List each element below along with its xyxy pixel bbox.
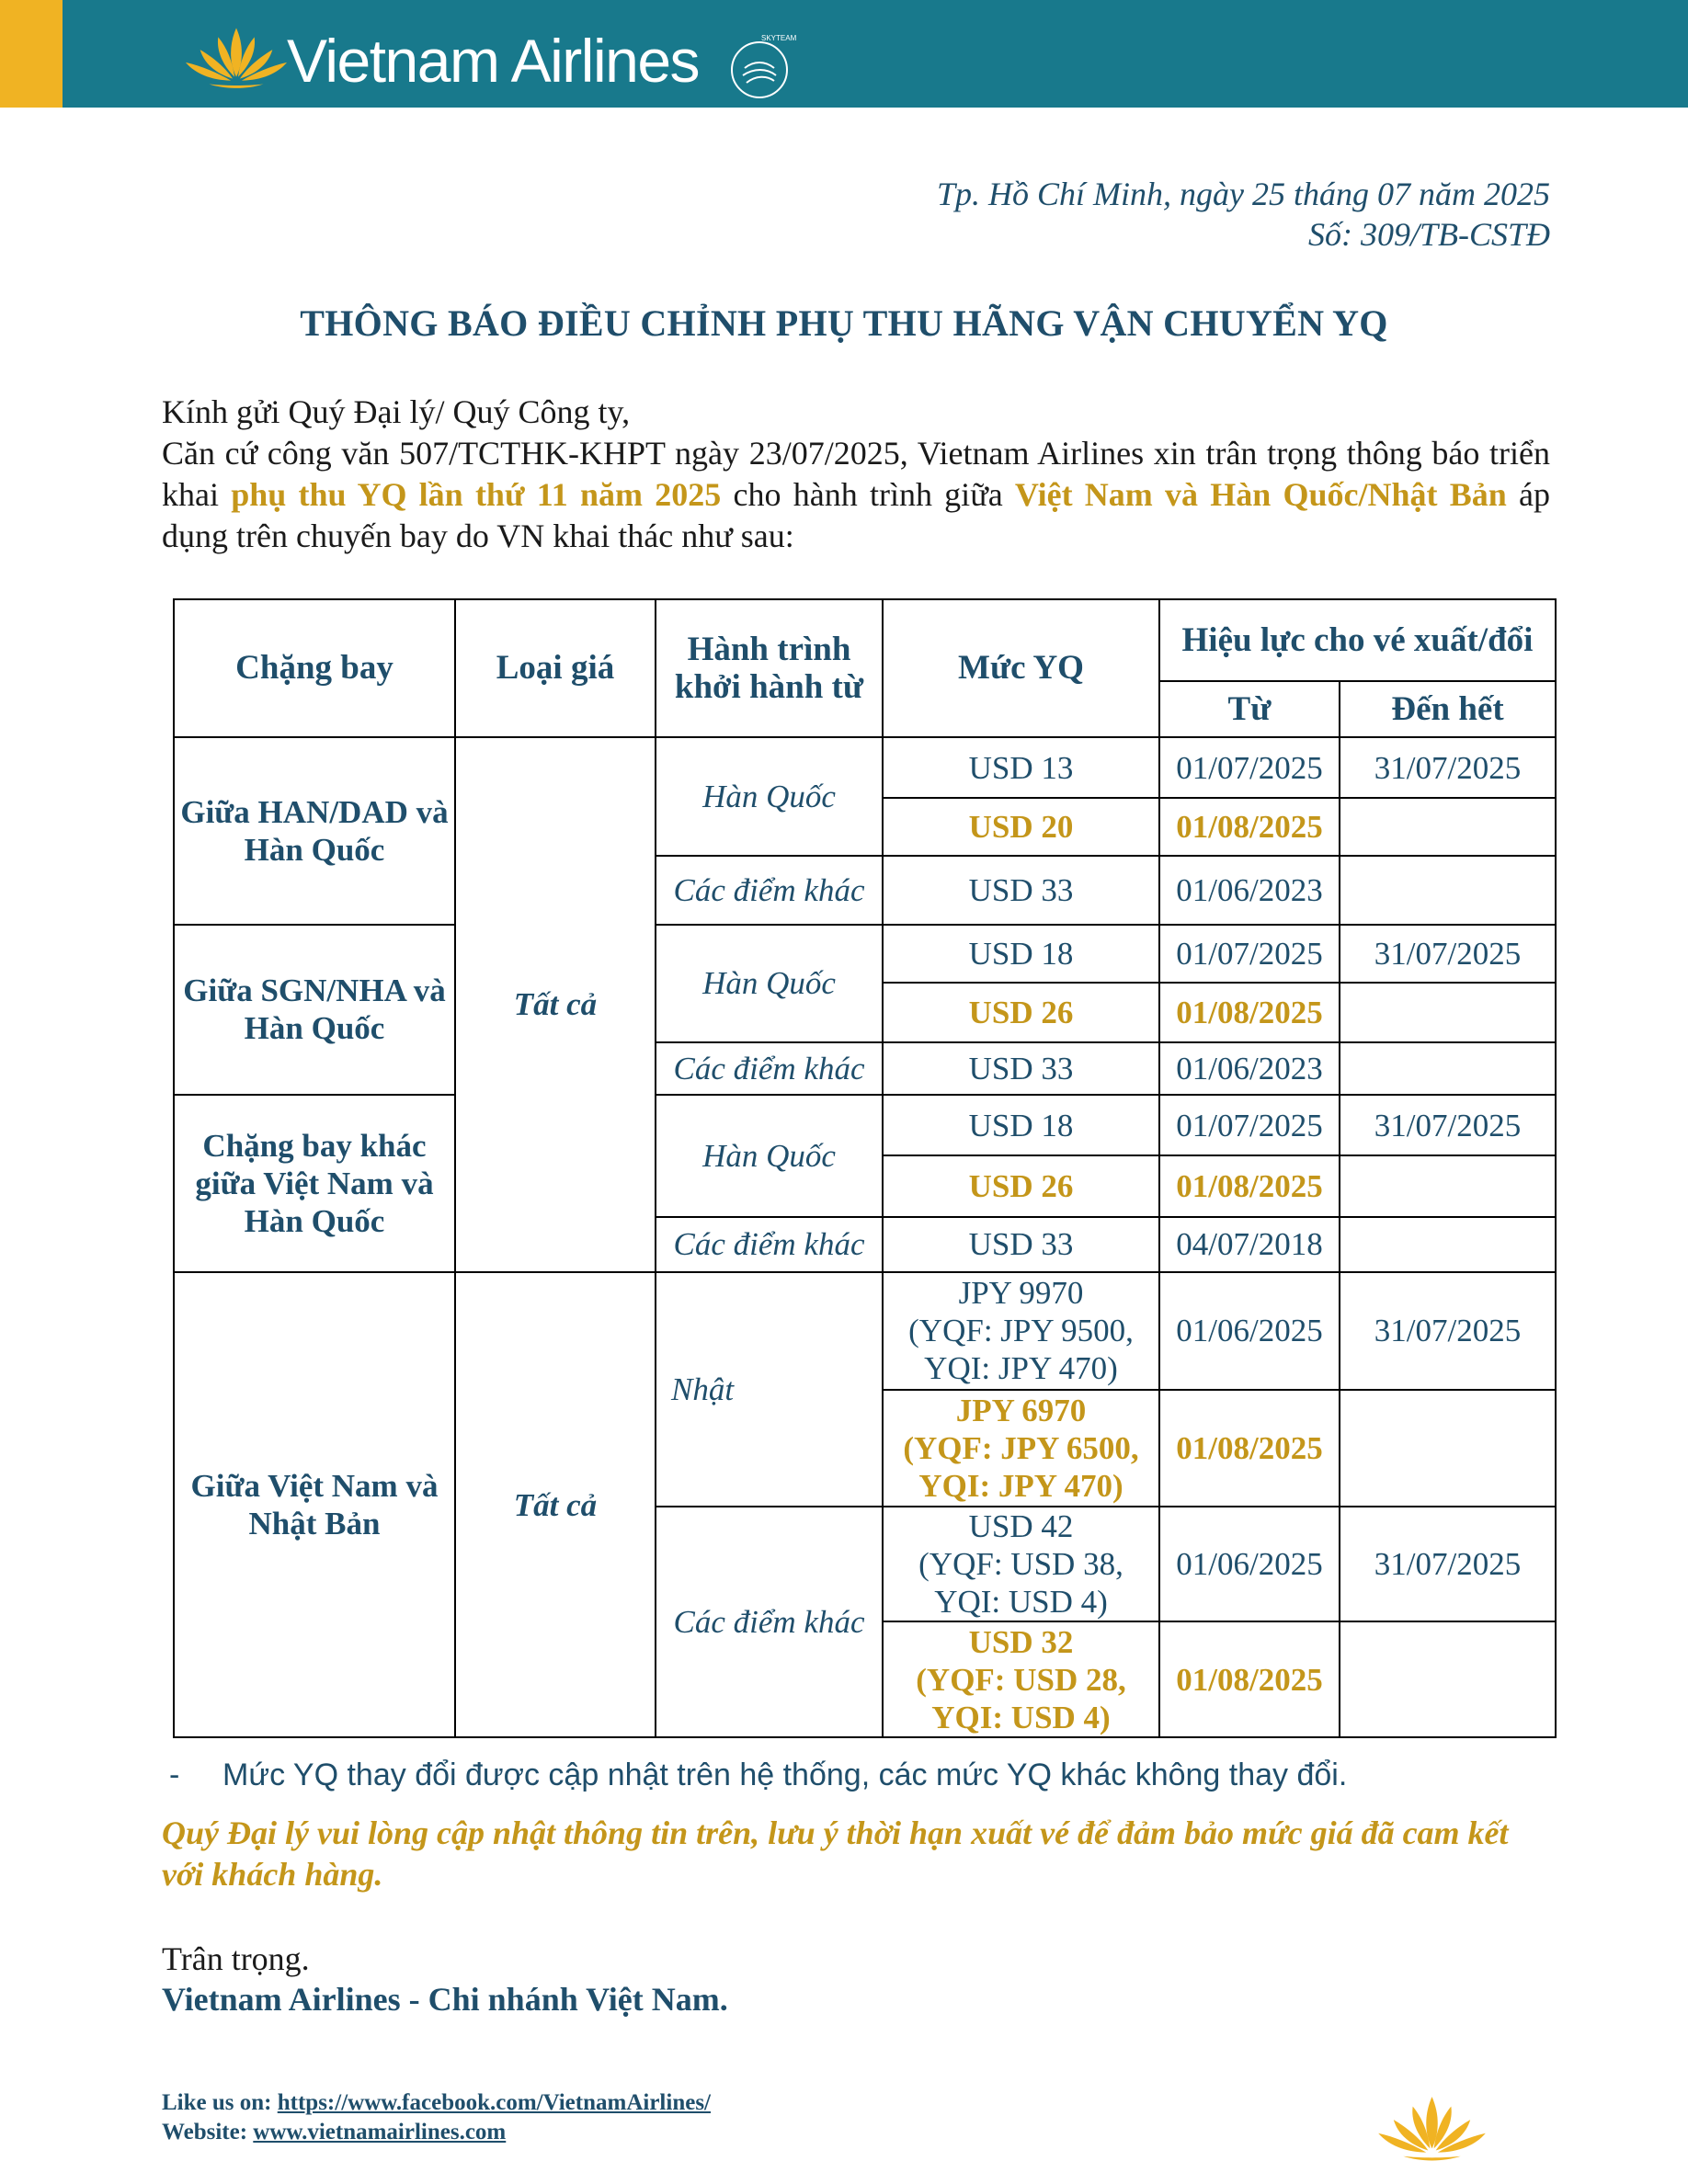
valid-to xyxy=(1340,983,1556,1041)
valid-to xyxy=(1340,1155,1556,1216)
yq-amount-main: USD 42 xyxy=(968,1507,1074,1544)
yq-amount-detail: (YQF: USD 38, xyxy=(918,1545,1123,1582)
intro-highlight-1: phụ thu YQ lần thứ 11 năm 2025 xyxy=(231,476,722,513)
brand-name: Vietnam Airlines xyxy=(287,27,700,95)
agent-reminder: Quý Đại lý vui lòng cập nhật thông tin trên, lưu ý thời hạn xuất vé để đảm bảo mức giá đã cam kết với khách hàng. xyxy=(162,1814,1509,1893)
closing-regards: Trân trọng. xyxy=(162,1940,310,1977)
facebook-link[interactable]: https://www.facebook.com/VietnamAirlines/ xyxy=(277,2090,711,2115)
yq-amount: USD 33 xyxy=(883,1042,1159,1095)
fare-type-japan: Tất cả xyxy=(455,1272,656,1737)
valid-to: 31/07/2025 xyxy=(1340,1507,1556,1622)
valid-to xyxy=(1340,1390,1556,1507)
origin-other: Các điểm khác xyxy=(656,1507,883,1738)
yq-amount-detail: (YQF: USD 28, xyxy=(916,1661,1126,1698)
header-gold-stripe xyxy=(0,0,63,108)
valid-from: 01/08/2025 xyxy=(1159,983,1340,1041)
skyteam-logo-icon xyxy=(719,29,800,110)
yq-amount-detail: (YQF: JPY 9500, xyxy=(908,1313,1134,1349)
valid-from: 01/08/2025 xyxy=(1159,798,1340,855)
yq-amount xyxy=(883,1621,1159,1737)
yq-amount xyxy=(883,1507,1159,1622)
origin-other: Các điểm khác xyxy=(656,1042,883,1095)
valid-to xyxy=(1340,1042,1556,1095)
header-banner xyxy=(0,0,1688,108)
greeting: Kính gửi Quý Đại lý/ Quý Công ty, xyxy=(162,393,631,430)
valid-to xyxy=(1340,798,1556,855)
place-and-date: Tp. Hồ Chí Minh, ngày 25 tháng 07 năm 2025 xyxy=(936,176,1550,212)
yq-amount: USD 18 xyxy=(883,925,1159,983)
yq-amount: USD 18 xyxy=(883,1095,1159,1155)
route-japan: Giữa Việt Nam và Nhật Bản xyxy=(174,1272,455,1737)
yq-amount-detail: YQI: USD 4) xyxy=(934,1583,1108,1620)
valid-to xyxy=(1340,1217,1556,1272)
yq-table xyxy=(173,598,1557,1738)
yq-amount-detail: YQI: USD 4) xyxy=(931,1699,1111,1735)
table-row xyxy=(174,925,1556,983)
website-link[interactable]: www.vietnamairlines.com xyxy=(253,2120,507,2144)
intro-text-2: cho hành trình giữa xyxy=(721,476,1015,513)
valid-from: 01/08/2025 xyxy=(1159,1621,1340,1737)
note-text: Mức YQ thay đổi được cập nhật trên hệ thống, các mức YQ khác không thay đổi. xyxy=(222,1757,1348,1792)
yq-amount: USD 26 xyxy=(883,1155,1159,1216)
valid-from: 01/07/2025 xyxy=(1159,925,1340,983)
valid-from: 04/07/2018 xyxy=(1159,1217,1340,1272)
signature: Vietnam Airlines - Chi nhánh Việt Nam. xyxy=(162,1981,728,2018)
header-from: Từ xyxy=(1159,681,1340,737)
valid-to: 31/07/2025 xyxy=(1340,737,1556,798)
footer-like-line xyxy=(162,2088,711,2118)
header-route: Chặng bay xyxy=(174,599,455,737)
lotus-logo-icon xyxy=(182,20,291,94)
origin-other: Các điểm khác xyxy=(656,856,883,925)
valid-to xyxy=(1340,1621,1556,1737)
skyteam-label: SKYTEAM xyxy=(761,34,797,42)
yq-amount-detail: YQI: JPY 470) xyxy=(924,1350,1118,1387)
origin-korea: Hàn Quốc xyxy=(656,925,883,1042)
valid-to: 31/07/2025 xyxy=(1340,1095,1556,1155)
intro-highlight-2: Việt Nam và Hàn Quốc/Nhật Bản xyxy=(1014,476,1507,513)
fare-type-korea: Tất cả xyxy=(455,737,656,1272)
yq-amount: USD 13 xyxy=(883,737,1159,798)
intro-text-3: áp dụng trên chuyến bay do VN khai thác như sau: xyxy=(162,476,1551,554)
note-bullet: - xyxy=(169,1757,180,1792)
valid-from: 01/07/2025 xyxy=(1159,1095,1340,1155)
table-header-row xyxy=(174,599,1556,681)
origin-other: Các điểm khác xyxy=(656,1217,883,1272)
table-row xyxy=(174,1272,1556,1390)
yq-amount xyxy=(883,1272,1159,1390)
yq-amount xyxy=(883,1390,1159,1507)
valid-from: 01/06/2025 xyxy=(1159,1507,1340,1622)
header-to: Đến hết xyxy=(1340,681,1556,737)
yq-amount-detail: (YQF: JPY 6500, xyxy=(903,1429,1139,1466)
yq-amount: USD 26 xyxy=(883,983,1159,1041)
table-row xyxy=(174,1095,1556,1155)
yq-amount: USD 20 xyxy=(883,798,1159,855)
intro-text-1: Căn cứ công văn 507/TCTHK-KHPT ngày 23/07/2025, Vietnam Airlines xin trân trọng thông báo triển khai xyxy=(162,435,1550,513)
footer-website-label: Website: xyxy=(162,2120,254,2144)
valid-from: 01/06/2025 xyxy=(1159,1272,1340,1390)
header-origin: Hành trình khởi hành từ xyxy=(656,599,883,737)
table-row xyxy=(174,737,1556,798)
intro-section xyxy=(162,392,1550,557)
header-fare-type: Loại giá xyxy=(455,599,656,737)
footer-website-line xyxy=(162,2118,711,2147)
origin-japan: Nhật xyxy=(656,1272,883,1506)
page-title: THÔNG BÁO ĐIỀU CHỈNH PHỤ THU HÃNG VẬN CHUYỂN YQ xyxy=(300,302,1388,344)
valid-from: 01/08/2025 xyxy=(1159,1390,1340,1507)
valid-to: 31/07/2025 xyxy=(1340,1272,1556,1390)
valid-from: 01/06/2023 xyxy=(1159,1042,1340,1095)
intro-paragraph xyxy=(162,433,1550,557)
yq-amount: USD 33 xyxy=(883,1217,1159,1272)
header-validity: Hiệu lực cho vé xuất/đổi xyxy=(1159,599,1556,681)
valid-to: 31/07/2025 xyxy=(1340,925,1556,983)
valid-from: 01/08/2025 xyxy=(1159,1155,1340,1216)
yq-amount-main: JPY 9970 xyxy=(958,1275,1084,1312)
yq-amount-detail: YQI: JPY 470) xyxy=(918,1467,1123,1504)
origin-korea: Hàn Quốc xyxy=(656,1095,883,1217)
footer-lotus-icon xyxy=(1374,2088,1489,2167)
yq-amount-main: JPY 6970 xyxy=(955,1392,1087,1428)
valid-to xyxy=(1340,856,1556,925)
valid-from: 01/06/2023 xyxy=(1159,856,1340,925)
route-sgn-nha: Giữa SGN/NHA và Hàn Quốc xyxy=(174,925,455,1095)
footer xyxy=(162,2088,711,2147)
note-item xyxy=(169,1757,1347,1793)
footer-like-label: Like us on: xyxy=(162,2090,278,2115)
document-number: Số: 309/TB-CSTĐ xyxy=(1307,216,1550,253)
origin-korea: Hàn Quốc xyxy=(656,737,883,856)
yq-amount: USD 33 xyxy=(883,856,1159,925)
header-yq-amount: Mức YQ xyxy=(883,599,1159,737)
route-han-dad: Giữa HAN/DAD và Hàn Quốc xyxy=(174,737,455,925)
yq-amount-main: USD 32 xyxy=(968,1623,1074,1660)
valid-from: 01/07/2025 xyxy=(1159,737,1340,798)
route-other-korea: Chặng bay khác giữa Việt Nam và Hàn Quốc xyxy=(174,1095,455,1272)
